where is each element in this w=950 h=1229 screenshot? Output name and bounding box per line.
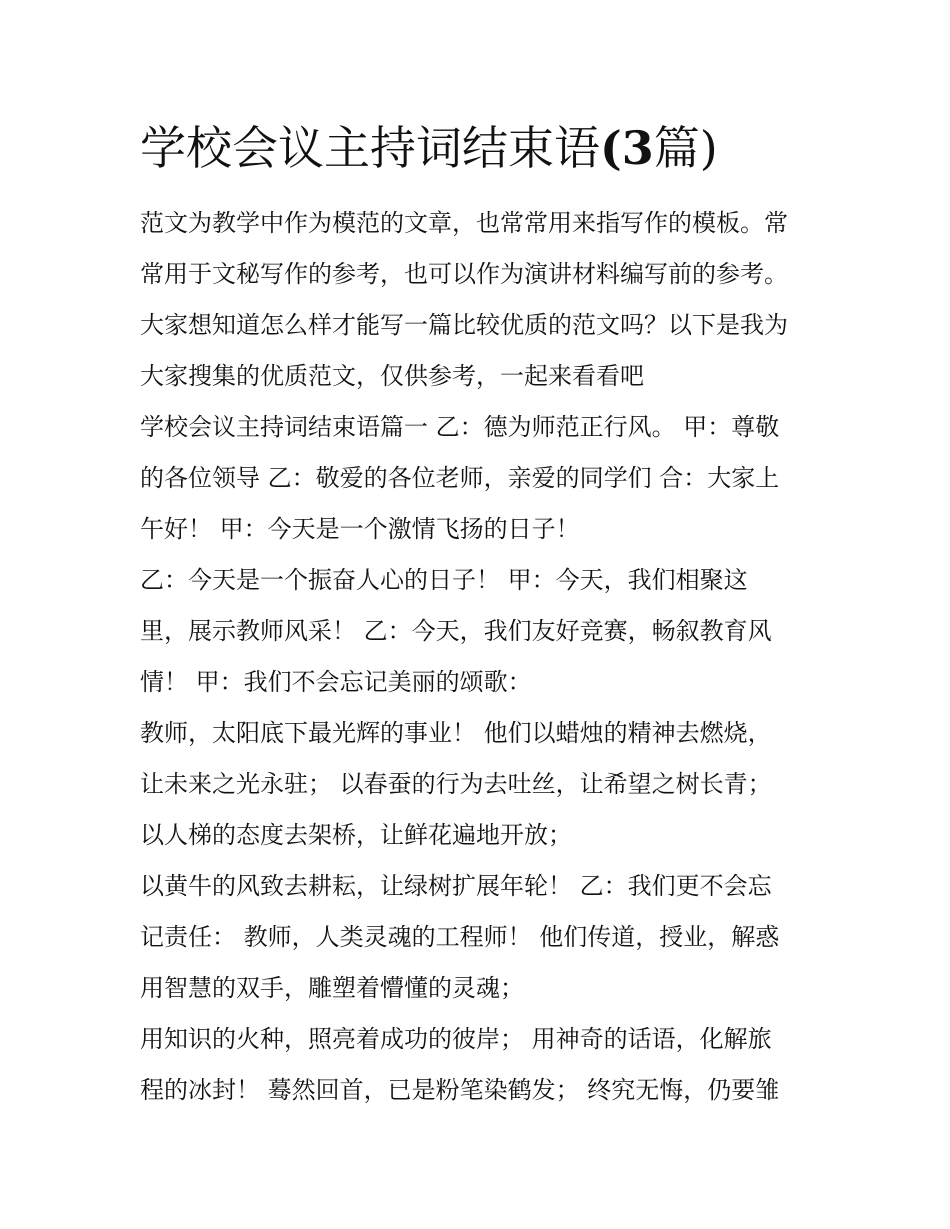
text-line: 让未来之光永驻； 以春蚕的行为去吐丝，让希望之树长青； (140, 770, 772, 798)
text-line: 记责任： 教师，人类灵魂的工程师！ 他们传道，授业，解惑 (140, 923, 780, 951)
title-suffix: 篇) (653, 121, 718, 175)
text-line: 大家搜集的优质范文，仅供参考，一起来看看吧 (140, 362, 644, 390)
text-line: 的各位领导 乙：敬爱的各位老师，亲爱的同学们 合：大家上 (140, 464, 780, 492)
text-line: 用知识的火种，照亮着成功的彼岸； 用神奇的话语，化解旅 (140, 1025, 772, 1053)
text-line: 乙：今天是一个振奋人心的日子！ 甲：今天，我们相聚这 (140, 566, 748, 594)
text-line: 以人梯的态度去架桥，让鲜花遍地开放； (140, 821, 572, 849)
text-line: 情！ 甲：我们不会忘记美丽的颂歌： (140, 668, 532, 696)
text-line: 里，展示教师风采！ 乙：今天，我们友好竞赛，畅叙教育风 (140, 617, 772, 645)
text-line: 用智慧的双手，雕塑着懵懂的灵魂； (140, 974, 524, 1002)
title-text: 学校会议主持词结束语 (140, 121, 600, 175)
text-line: 范文为教学中作为模范的文章，也常常用来指写作的模板。常 (140, 209, 788, 237)
text-line: 大家想知道怎么样才能写一篇比较优质的范文吗？以下是我为 (140, 311, 788, 339)
title-count: (3 (600, 121, 654, 175)
text-line: 程的冰封！ 蓦然回首，已是粉笔染鹤发； 终究无悔，仍要雏 (140, 1076, 780, 1104)
text-line: 常用于文秘写作的参考，也可以作为演讲材料编写前的参考。 (140, 260, 788, 288)
text-line: 午好！ 甲：今天是一个激情飞扬的日子！ (140, 515, 580, 543)
text-line: 教师，太阳底下最光辉的事业！ 他们以蜡烛的精神去燃烧， (140, 719, 772, 747)
text-line: 学校会议主持词结束语篇一 乙：德为师范正行风。 甲：尊敬 (140, 413, 780, 441)
document-body (140, 198, 820, 1116)
document-title (140, 110, 718, 186)
text-line: 以黄牛的风致去耕耘，让绿树扩展年轮！ 乙：我们更不会忘 (140, 872, 772, 900)
